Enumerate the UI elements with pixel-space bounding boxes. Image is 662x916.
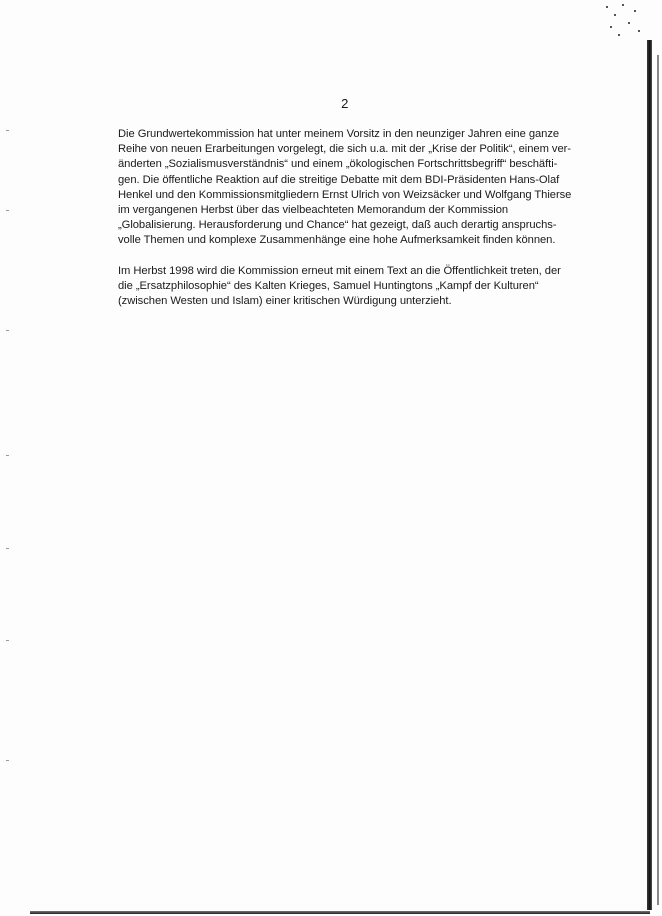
paragraph-1 [118,127,578,249]
text-line: Reihe von neuen Erarbeitungen vorgelegt, die sich u.a. mit der „Krise der Politik“, einem ver- [118,143,571,156]
text-line: „Globalisierung. Herausforderung und Chance“ hat gezeigt, daß auch derartig anspruchs- [118,219,557,232]
text-line: die „Ersatzphilosophie“ des Kalten Krieges, Samuel Huntingtons „Kampf der Kulturen“ [118,279,539,292]
text-line: im vergangenen Herbst über das vielbeachteten Memorandum der Kommission [118,204,509,217]
scan-edge-right [647,40,652,910]
body-text [118,127,578,324]
page-number: 2 [341,96,349,111]
text-line: Im Herbst 1998 wird die Kommission erneut mit einem Text an die Öffentlichkeit treten, der [118,264,561,277]
text-line: volle Themen und komplexe Zusammenhänge eine hohe Aufmerksamkeit finden können. [118,234,556,247]
text-line: Die Grundwertekommission hat unter meinem Vorsitz in den neunziger Jahren eine ganze [118,128,560,140]
scan-corner-smudge [602,0,644,48]
scan-edge-right-shadow [657,55,659,905]
text-line: gen. Die öffentliche Reaktion auf die streitige Debatte mit dem BDI-Präsidenten Hans-Olaf [118,173,560,186]
paragraph-2 [118,264,578,310]
text-line: (zwischen Westen und Islam) einer kritischen Würdigung unterzieht. [118,295,452,308]
text-line: änderten „Sozialismusverständnis“ und einem „ökologischen Fortschrittsbegriff“ beschäfti- [118,158,558,171]
scan-edge-bottom [30,911,650,914]
text-line: Henkel und den Kommissionsmitgliedern Ernst Ulrich von Weizsäcker und Wolfgang Thierse [118,188,572,201]
